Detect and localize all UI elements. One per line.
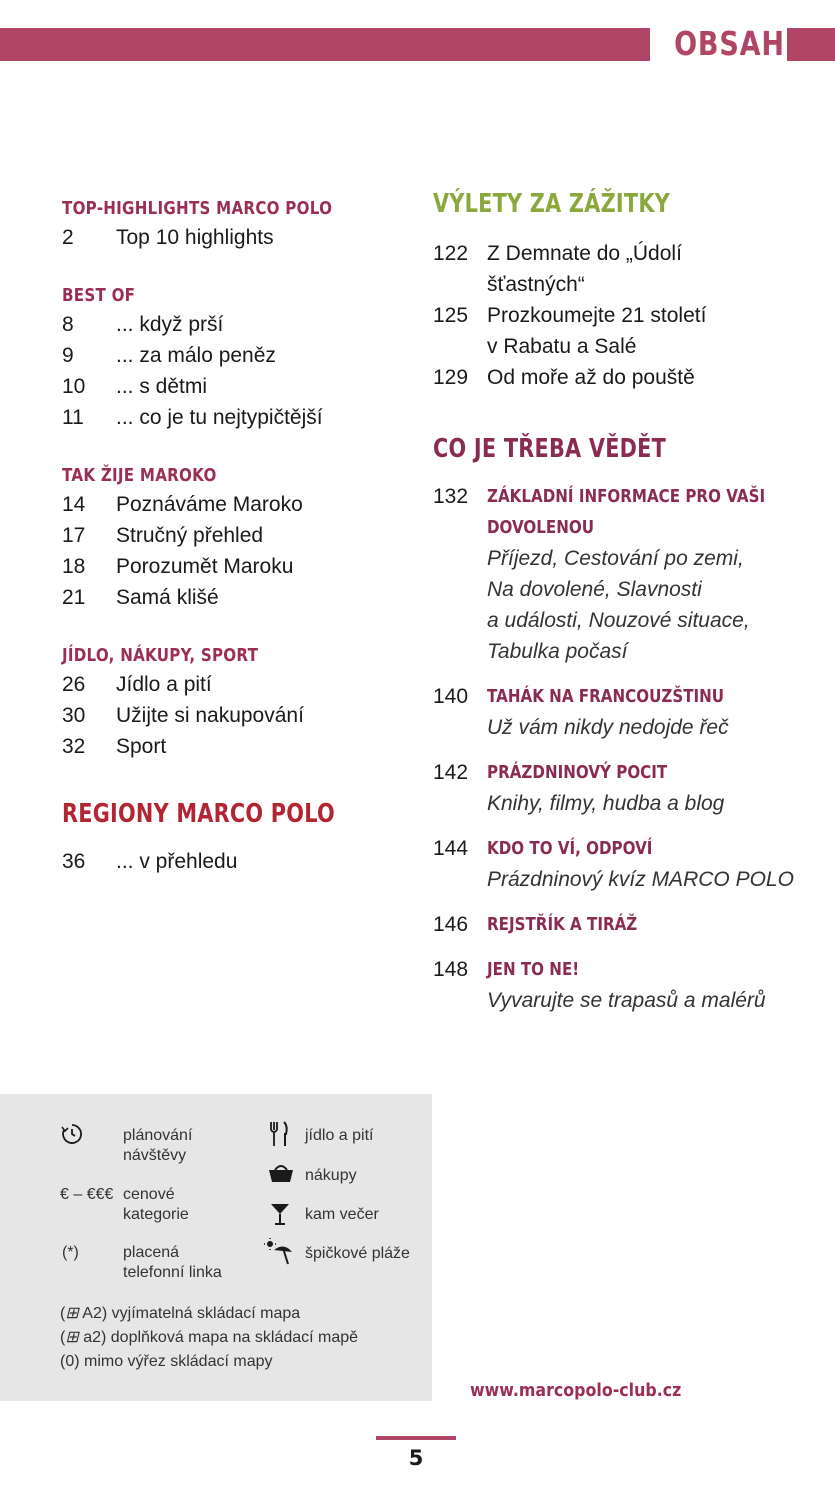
header-bar-left [0, 28, 650, 61]
toc-entry[interactable] [62, 371, 402, 402]
trips-heading: VÝLETY ZA ZÁŽITKY [433, 189, 670, 219]
info-heading: CO JE TŘEBA VĚDĚT [433, 434, 667, 464]
page-number: 144 [433, 837, 469, 860]
entry-heading: KDO TO VÍ, ODPOVÍ [487, 838, 653, 859]
entry-desc: Knihy, filmy, hudba a blog [487, 792, 725, 815]
legend-box [0, 1094, 432, 1401]
toc-entry[interactable] [62, 222, 402, 253]
cocktail-icon [270, 1202, 290, 1226]
page-number: 11 [62, 406, 84, 429]
entry-heading-cont: DOVOLENOU [487, 517, 595, 538]
page-number: 26 [62, 673, 86, 696]
toc-entry[interactable] [62, 489, 402, 520]
legend-label: návštěvy [123, 1147, 187, 1164]
page-number: 17 [62, 524, 86, 547]
page-title: OBSAH [674, 24, 785, 63]
section-heading: JÍDLO, NÁKUPY, SPORT [62, 645, 259, 666]
section-heading: BEST OF [62, 285, 136, 306]
legend-label: placená [123, 1244, 180, 1261]
toc-entry[interactable] [62, 402, 402, 433]
toc-entry[interactable] [433, 757, 813, 819]
toc-entry[interactable] [433, 362, 813, 393]
page-number: 14 [62, 493, 86, 516]
page-number: 140 [433, 685, 469, 708]
page-number: 125 [433, 304, 469, 327]
entry-title: Jídlo a pití [116, 673, 212, 696]
legend-label: kam večer [305, 1206, 379, 1223]
legend-map-line: (⊞ a2) doplňková mapa na skládací mapě [60, 1329, 359, 1346]
entry-title: Od moře až do pouště [487, 366, 695, 389]
entry-desc: Na dovolené, Slavnosti [487, 578, 702, 601]
toc-entry[interactable] [433, 909, 813, 940]
entry-title: Porozumět Maroku [116, 555, 294, 578]
entry-title: ... v přehledu [116, 850, 238, 873]
map-icon: ⊞ [65, 1329, 79, 1346]
entry-heading: JEN TO NE! [487, 959, 580, 980]
entry-desc: Příjezd, Cestování po zemi, [487, 547, 744, 570]
legend-label: kategorie [123, 1206, 189, 1223]
entry-title: Z Demnate do „Údolí [487, 242, 682, 265]
toc-entry[interactable] [62, 669, 402, 700]
toc-entry[interactable] [433, 833, 813, 895]
entry-title: Top 10 highlights [116, 226, 274, 249]
map-icon: ⊞ [65, 1305, 79, 1322]
page-number: 122 [433, 242, 469, 265]
entry-desc: Vyvarujte se trapasů a malérů [487, 989, 766, 1012]
entry-title: Poznáváme Maroko [116, 493, 303, 516]
legend-map-line: (⊞ A2) vyjímatelná skládací mapa [60, 1305, 301, 1322]
toc-entry[interactable] [62, 340, 402, 371]
price-symbol: € – €€€ [60, 1186, 114, 1203]
page-number: 10 [62, 375, 86, 398]
toc-entry[interactable] [62, 309, 402, 340]
legend-label: telefonní linka [123, 1264, 222, 1281]
page-number: 21 [62, 586, 86, 609]
entry-heading: REJSTŘÍK A TIRÁŽ [487, 914, 638, 935]
entry-heading: ZÁKLADNÍ INFORMACE PRO VAŠI [487, 486, 766, 507]
page-number: 9 [62, 344, 74, 367]
section-heading: TOP-HIGHLIGHTS MARCO POLO [62, 198, 333, 219]
entry-title: ... co je tu nejtypičtější [116, 406, 323, 429]
legend-label: cenové [123, 1186, 175, 1203]
page-number: 18 [62, 555, 86, 578]
entry-title: ... s dětmi [116, 375, 208, 398]
website-link[interactable]: www.marcopolo-club.cz [470, 1380, 682, 1401]
entry-title: ... za málo peněz [116, 344, 276, 367]
toc-entry[interactable] [433, 481, 813, 667]
entry-desc: Už vám nikdy nedojde řeč [487, 716, 729, 739]
toc-entry[interactable] [62, 700, 402, 731]
toc-entry[interactable] [433, 238, 813, 300]
toc-entry[interactable] [62, 520, 402, 551]
toc-entry[interactable] [433, 300, 813, 362]
left-column [62, 196, 402, 877]
legend-label: vyjímatelná skládací mapa [111, 1305, 301, 1322]
page-number: 30 [62, 704, 86, 727]
entry-heading: PRÁZDNINOVÝ POCIT [487, 762, 668, 783]
clock-icon [60, 1122, 84, 1146]
fork-knife-icon [268, 1120, 290, 1148]
legend-label: (0) mimo výřez skládací mapy [60, 1353, 273, 1370]
page-number: 32 [62, 735, 86, 758]
legend-label: plánování [123, 1127, 193, 1144]
entry-desc: Tabulka počasí [487, 640, 628, 663]
right-column [433, 186, 813, 1016]
entry-title: Sport [116, 735, 167, 758]
entry-title: Užijte si nakupování [116, 704, 304, 727]
header-bar-right [787, 28, 835, 61]
page-number: 129 [433, 366, 469, 389]
beach-umbrella-icon [264, 1238, 296, 1266]
page-number: 2 [62, 226, 74, 249]
page-number: 36 [62, 850, 86, 873]
entry-title: Samá klišé [116, 586, 219, 609]
basket-icon [267, 1162, 295, 1184]
legend-label: nákupy [305, 1167, 357, 1184]
toc-entry[interactable] [62, 551, 402, 582]
page-number: 132 [433, 485, 469, 508]
page-number-rule [376, 1436, 456, 1440]
page-number: 148 [433, 958, 469, 981]
entry-title: ... když prší [116, 313, 224, 336]
phone-symbol: (*) [62, 1244, 79, 1261]
regions-heading: REGIONY MARCO POLO [62, 799, 335, 829]
page-number: 142 [433, 761, 469, 784]
toc-entry[interactable] [433, 954, 813, 1016]
map-ref: a2 [83, 1329, 101, 1346]
legend-label: jídlo a pití [305, 1127, 374, 1144]
toc-entry[interactable] [433, 681, 813, 743]
entry-heading: TAHÁK NA FRANCOUZŠTINU [487, 686, 725, 707]
entry-desc: a události, Nouzové situace, [487, 609, 750, 632]
toc-entry[interactable] [62, 582, 402, 613]
entry-title: Stručný přehled [116, 524, 264, 547]
section-heading: TAK ŽIJE MAROKO [62, 465, 217, 486]
page-number: 8 [62, 313, 74, 336]
page-number-footer: 5 [408, 1446, 424, 1470]
map-ref: A2 [82, 1305, 102, 1322]
toc-entry[interactable] [62, 846, 402, 877]
page-number: 146 [433, 913, 469, 936]
legend-label: špičkové pláže [305, 1245, 410, 1262]
entry-title-cont: šťastných“ [487, 273, 585, 296]
toc-entry[interactable] [62, 731, 402, 762]
entry-title: Prozkoumejte 21 století [487, 304, 707, 327]
entry-desc: Prázdninový kvíz MARCO POLO [487, 868, 794, 891]
legend-label: doplňková mapa na skládací mapě [110, 1329, 359, 1346]
entry-title-cont: v Rabatu a Salé [487, 335, 637, 358]
